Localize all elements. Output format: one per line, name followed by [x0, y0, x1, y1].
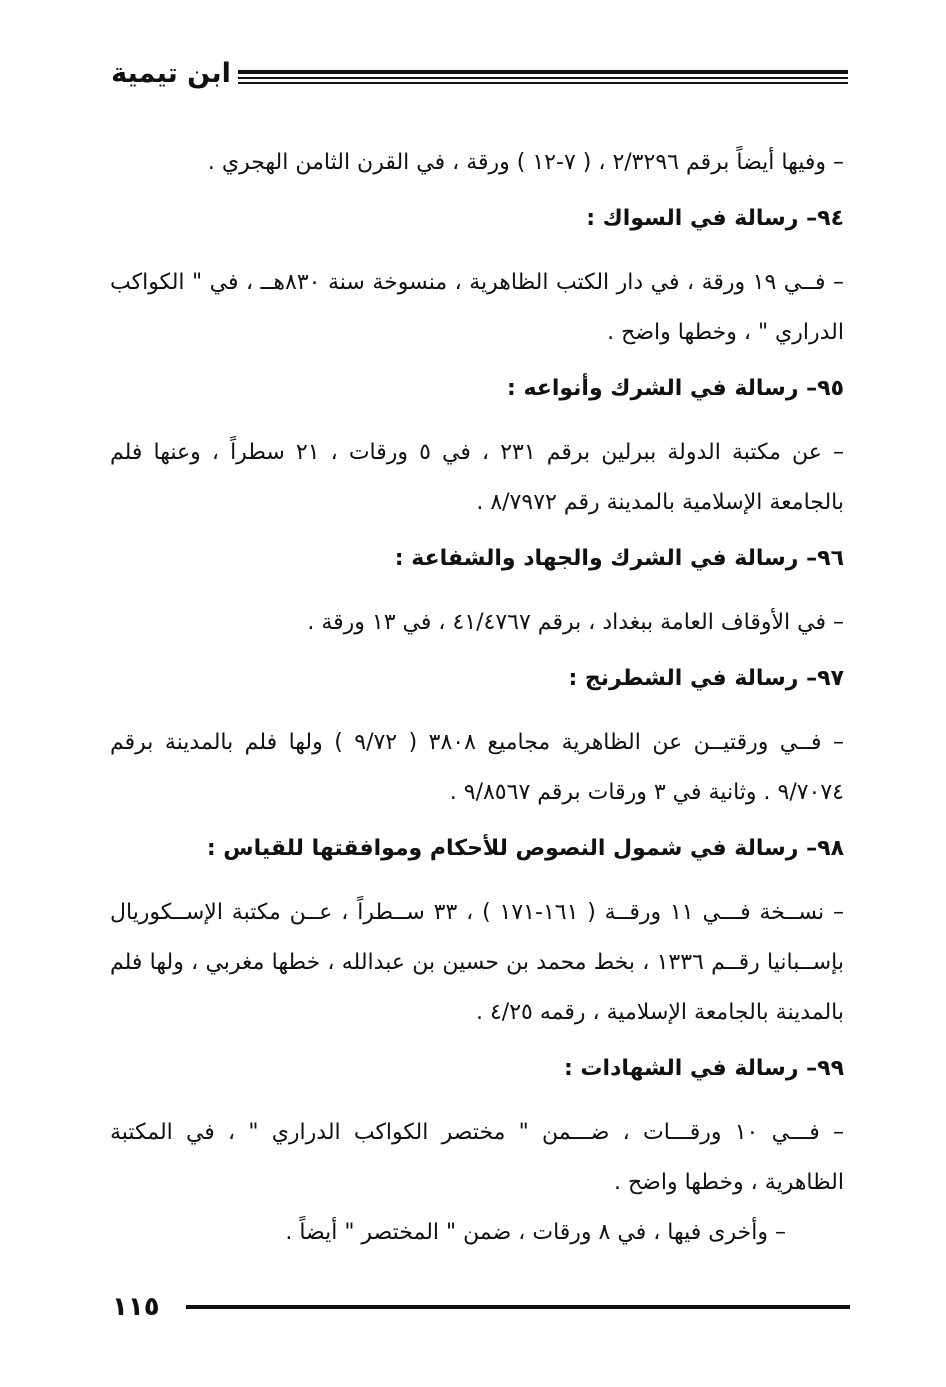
- entry-98-paragraph: – نســخة فـــي ١١ ورقــة ( ١٦١-١٧١ ) ، ٣٣ ســطراً ، عــن مكتبة الإســكوريال بإســبانيا رقــم ١٣٣٦ ، بخط محمد بن حسين بن عبدالله ، خطها مغربي ، ولها فلم بالمدينة بالجامعة الإسلامية ، رقمه ٤/٢٥ .: [110, 900, 844, 1025]
- entry-96-heading: ٩٦– رسالة في الشرك والجهاد والشفاعة :: [394, 546, 844, 571]
- entry-98-heading: ٩٨– رسالة في شمول النصوص للأحكام وموافقتها للقياس :: [206, 836, 844, 861]
- header-rule-thick: [238, 70, 848, 74]
- header-rule-thin: [238, 82, 848, 84]
- running-header-title: ابن تيمية: [111, 58, 231, 89]
- header-rule-group: [238, 52, 848, 66]
- page-body: [110, 138, 844, 1258]
- header-rule-thin: [238, 77, 848, 79]
- entry-95-paragraph: – عن مكتبة الدولة ببرلين برقم ٢٣١ ، في ٥ ورقات ، ٢١ سطراً ، وعنها فلم بالجامعة الإسلامية بالمدينة رقم ٨/٧٩٧٢ .: [110, 440, 845, 515]
- page-number: ١١٥: [112, 1292, 160, 1322]
- entry-96-paragraph: – في الأوقاف العامة ببغداد ، برقم ٤١/٤٧٦٧ ، في ١٣ ورقة .: [307, 610, 844, 635]
- entry-94-paragraph: – فــي ١٩ ورقة ، في دار الكتب الظاهرية ، منسوخة سنة ٨٣٠هــ ، في " الكواكب الدراري " ، وخطها واضح .: [110, 270, 845, 345]
- footer-rule: [186, 1305, 850, 1309]
- entry-94-heading: ٩٤– رسالة في السواك :: [586, 206, 844, 231]
- entry-97-paragraph: – فــي ورقتيــن عن الظاهرية مجاميع ٣٨٠٨ ( ٩/٧٢ ) ولها فلم بالمدينة برقم ٩/٧٠٧٤ . وثانية في ٣ ورقات برقم ٩/٨٥٦٧ .: [110, 730, 844, 805]
- entry-95-heading: ٩٥– رسالة في الشرك وأنواعه :: [507, 376, 844, 401]
- entry-99-paragraph-2: – وأخرى فيها ، في ٨ ورقات ، ضمن " المختصر " أيضاً .: [285, 1220, 786, 1245]
- entry-93-continuation: – وفيها أيضاً برقم ٢/٣٢٩٦ ، ( ٧-١٢ ) ورقة ، في القرن الثامن الهجري .: [207, 150, 844, 175]
- entry-97-heading: ٩٧– رسالة في الشطرنج :: [568, 666, 844, 691]
- entry-99-heading: ٩٩– رسالة في الشهادات :: [563, 1056, 844, 1081]
- entry-99-paragraph: – فـــي ١٠ ورقـــات ، ضـــمن " مختصر الكواكب الدراري " ، في المكتبة الظاهرية ، وخطها واضح .: [110, 1120, 844, 1195]
